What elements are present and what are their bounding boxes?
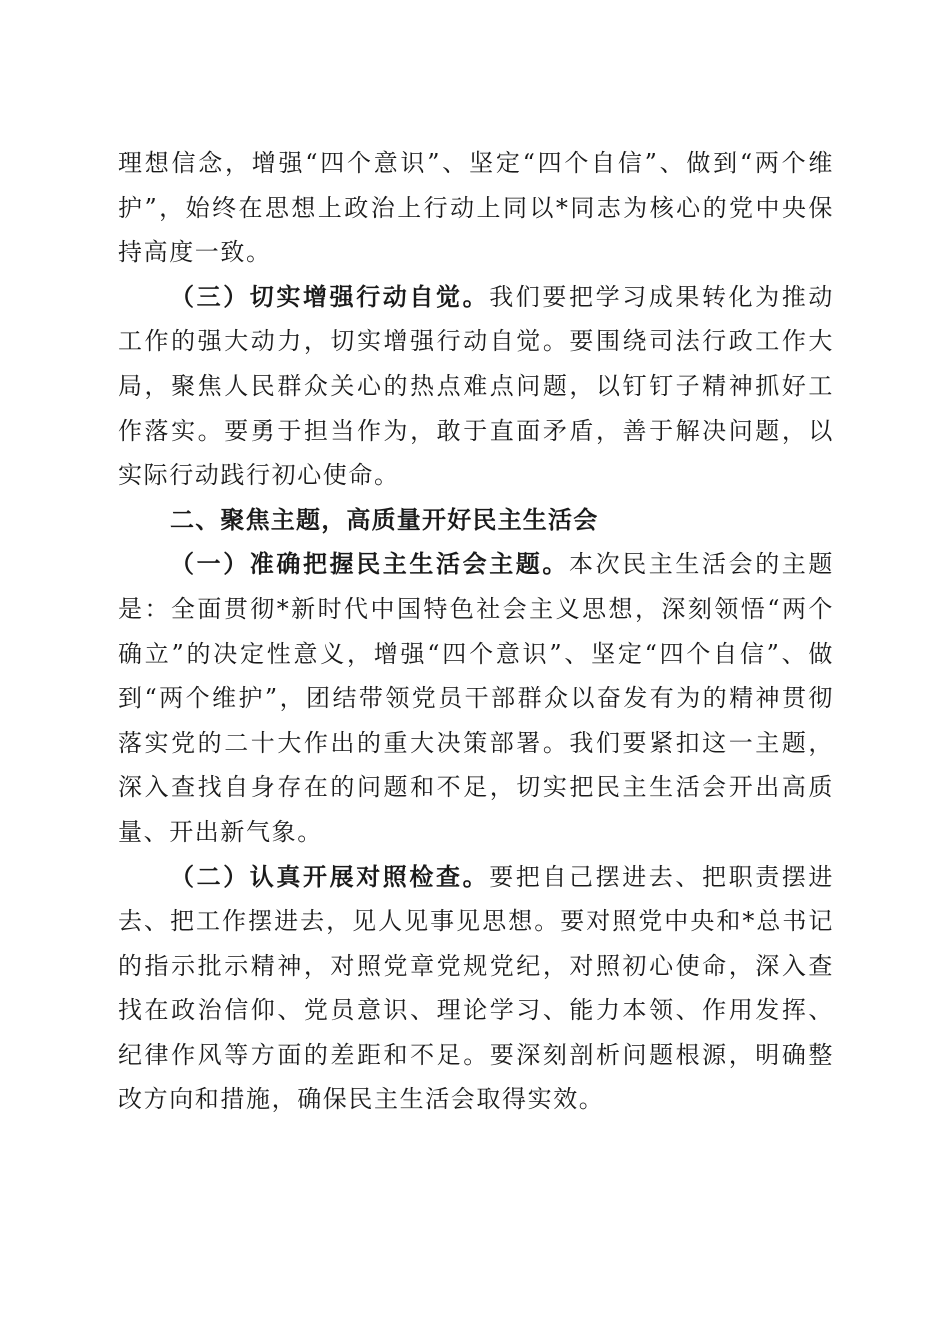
paragraph-text: 我们要把学习成果转化为推动工作的强大动力，切实增强行动自觉。要围绕司法行政工作大局，聚焦人民群众关心的热点难点问题，以钉钉子精神抓好工作落实。要勇于担当作为，敢于直面矛盾，善于解决问题，以实际行动践行初心使命。 [118, 282, 834, 490]
paragraph-text: 本次民主生活会的主题是：全面贯彻*新时代中国特色社会主义思想，深刻领悟“两个确立”的决定性意义，增强“四个意识”、坚定“四个自信”、做到“两个维护”，团结带领党员干部群众以奋发有为的精神贯彻落实党的二十大作出的重大决策部署。我们要紧扣这一主题，深入查找自身存在的问题和不足，切实把民主生活会开出高质量、开出新气象。 [118, 550, 834, 846]
paragraph-text: 理想信念，增强“四个意识”、坚定“四个自信”、做到“两个维护”，始终在思想上政治上行动上同以*同志为核心的党中央保持高度一致。 [118, 149, 834, 267]
paragraph-section-2 [118, 855, 834, 1123]
paragraph-section-1 [118, 542, 834, 854]
paragraph-section-3 [118, 275, 834, 498]
paragraph-continuation [118, 141, 834, 275]
paragraph-lead: （一）准确把握民主生活会主题。 [170, 549, 569, 579]
paragraph-text: 要把自己摆进去、把职责摆进去、把工作摆进去，见人见事见思想。要对照党中央和*总书记的指示批示精神，对照党章党规党纪，对照初心使命，深入查找在政治信仰、党员意识、理论学习、能力本领、作用发挥、纪律作风等方面的差距和不足。要深刻剖析问题根源，明确整改方向和措施，确保民主生活会取得实效。 [118, 862, 834, 1114]
paragraph-lead: （二）认真开展对照检查。 [170, 861, 490, 891]
document-page [118, 141, 834, 1122]
section-heading: 二、聚焦主题，高质量开好民主生活会 [170, 505, 599, 534]
paragraph-lead: （三）切实增强行动自觉。 [170, 281, 490, 311]
